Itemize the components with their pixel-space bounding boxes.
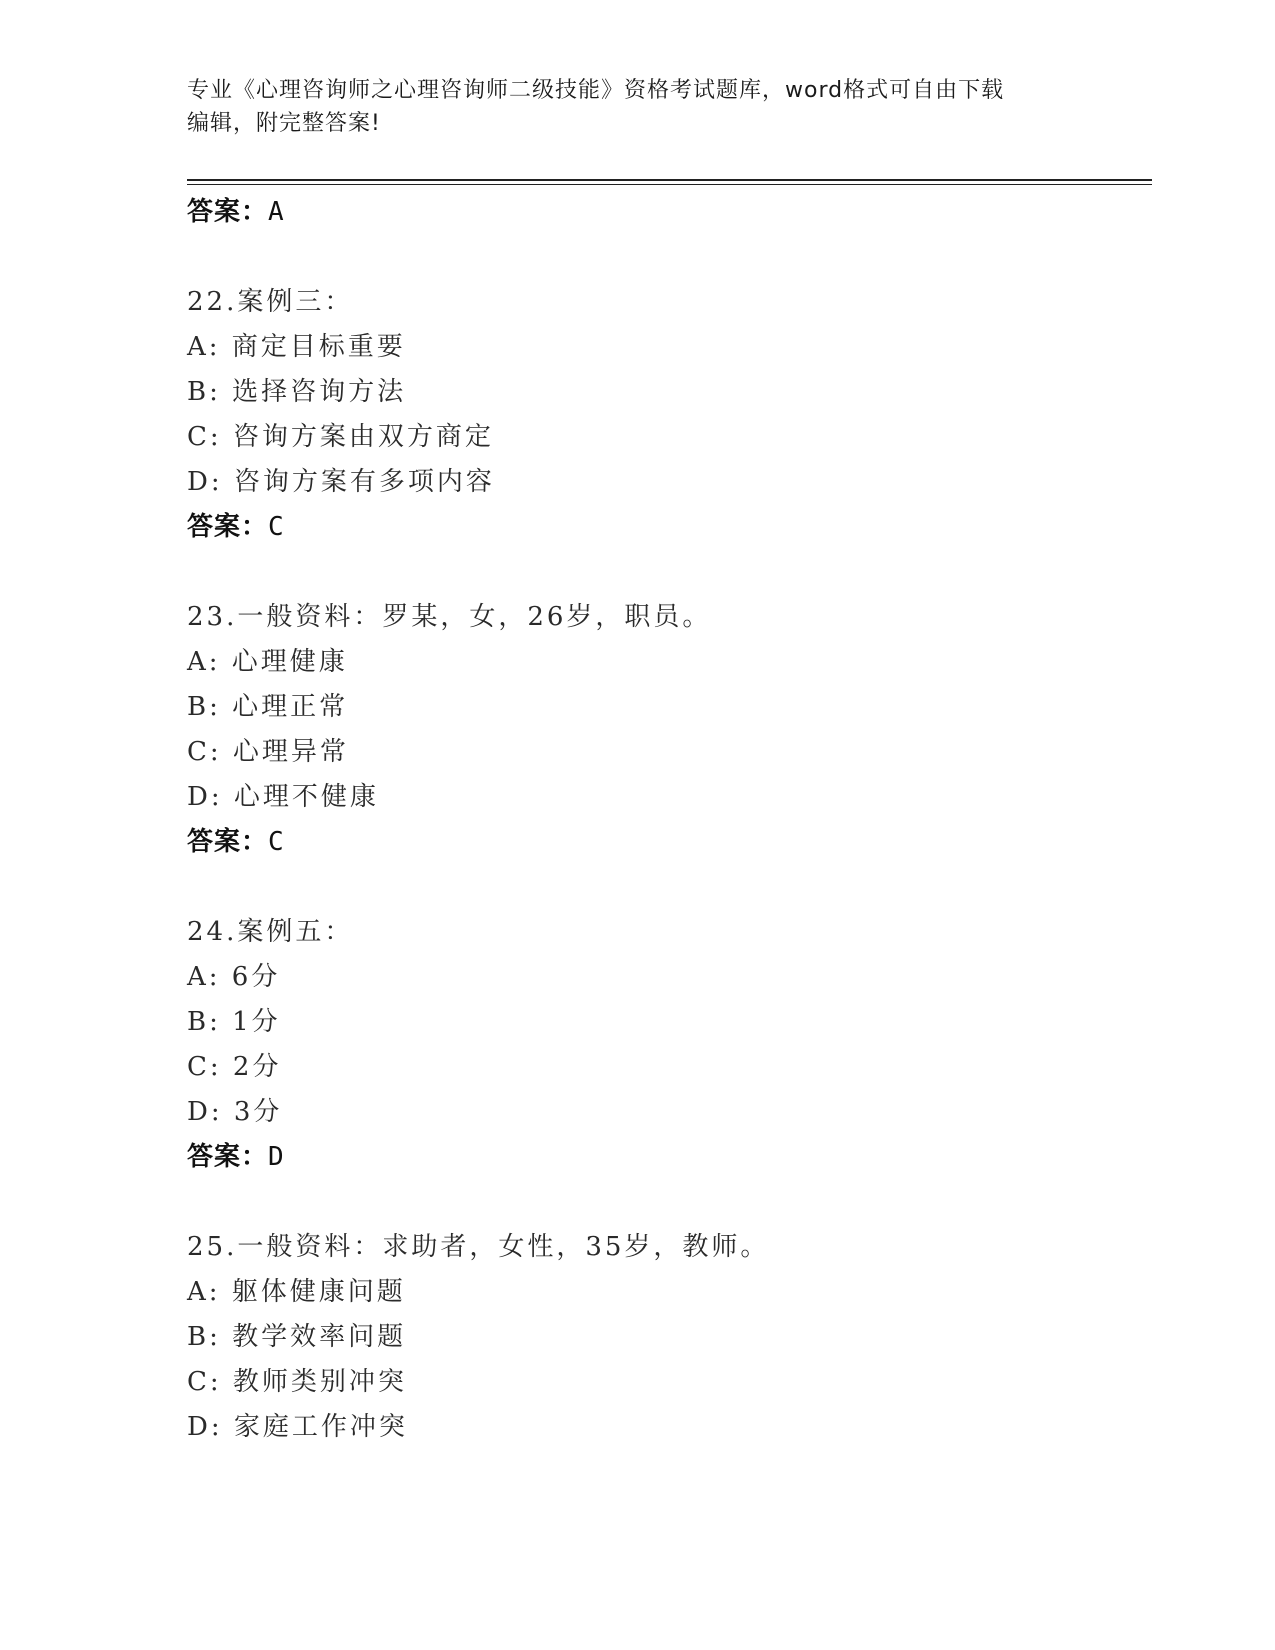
question-block-25 <box>187 1225 1147 1450</box>
option-d: D: 咨询方案有多项内容 <box>187 467 495 497</box>
answer-label: 答案： <box>187 512 269 542</box>
header-divider-thick <box>187 179 1152 181</box>
option-b: B: 1分 <box>187 1007 281 1037</box>
option-a: A: 躯体健康问题 <box>187 1277 406 1307</box>
answer-value: A <box>268 197 285 227</box>
header-line-1: 专业《心理咨询师之心理咨询师二级技能》资格考试题库，word格式可自由下载 <box>187 78 1005 103</box>
header-divider-thin <box>187 184 1152 185</box>
document-header <box>187 74 1087 140</box>
header-line-2: 编辑，附完整答案! <box>187 111 381 136</box>
option-c: C: 心理异常 <box>187 737 349 767</box>
answer-line <box>187 505 1147 550</box>
question-stem: 25.一般资料：求助者，女性，35岁，教师。 <box>187 1232 770 1262</box>
answer-value: C <box>268 512 285 542</box>
option-d: D: 家庭工作冲突 <box>187 1412 408 1442</box>
previous-answer <box>187 190 1147 235</box>
option-b: B: 选择咨询方法 <box>187 377 407 407</box>
answer-value: C <box>268 827 285 857</box>
spacer <box>187 865 1147 910</box>
option-b: B: 教学效率问题 <box>187 1322 407 1352</box>
question-block-22 <box>187 280 1147 550</box>
question-block-24 <box>187 910 1147 1180</box>
answer-label: 答案： <box>187 197 269 227</box>
option-a: A: 心理健康 <box>187 647 348 677</box>
answer-line <box>187 820 1147 865</box>
option-a: A: 商定目标重要 <box>187 332 406 362</box>
question-block-23 <box>187 595 1147 865</box>
answer-label: 答案： <box>187 827 269 857</box>
answer-value: D <box>268 1142 285 1172</box>
option-c: C: 教师类别冲突 <box>187 1367 407 1397</box>
question-list <box>187 190 1147 1450</box>
question-stem: 24.案例五： <box>187 917 354 947</box>
option-b: B: 心理正常 <box>187 692 349 722</box>
option-c: C: 咨询方案由双方商定 <box>187 422 494 452</box>
option-d: D: 3分 <box>187 1097 283 1127</box>
answer-label: 答案： <box>187 1142 269 1172</box>
option-d: D: 心理不健康 <box>187 782 379 812</box>
question-stem: 22.案例三： <box>187 287 354 317</box>
spacer <box>187 235 1147 280</box>
question-stem: 23.一般资料：罗某，女，26岁，职员。 <box>187 602 712 632</box>
option-c: C: 2分 <box>187 1052 282 1082</box>
option-a: A: 6分 <box>187 962 281 992</box>
answer-line <box>187 1135 1147 1180</box>
spacer <box>187 1180 1147 1225</box>
spacer <box>187 550 1147 595</box>
